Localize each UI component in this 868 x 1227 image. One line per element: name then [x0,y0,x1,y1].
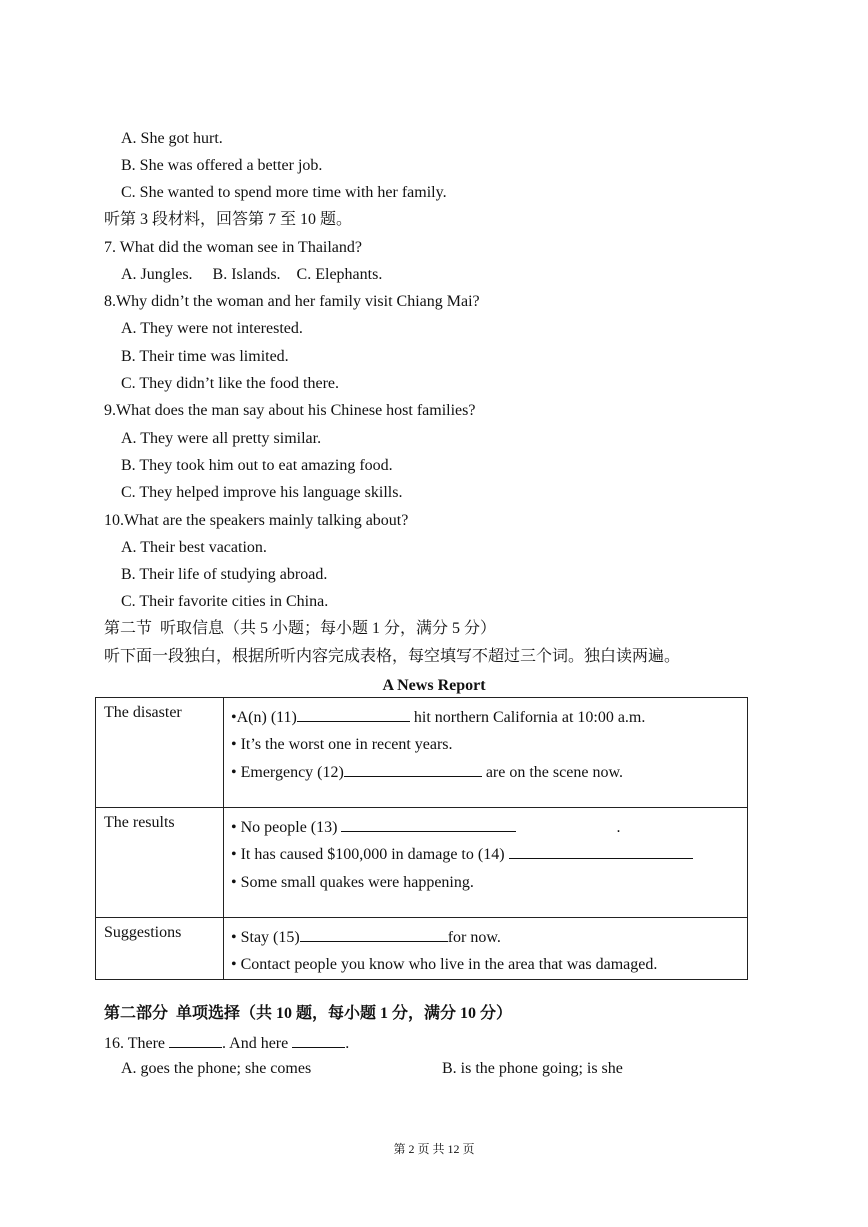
cell-text: • It’s the worst one in recent years. [231,736,453,754]
question-16 [104,1032,349,1054]
q6-option-a: A. She got hurt. [121,130,223,147]
table-row [96,918,748,980]
blank-12[interactable] [344,761,482,777]
cell-text: . [616,819,621,836]
cell-text: • Contact people you know who live in the area that was damaged. [231,956,658,974]
q7-options: A. Jungles. B. Islands. C. Elephants. [121,266,383,283]
q10-option-c: C. Their favorite cities in China. [121,593,329,610]
table-title: A News Report [382,677,486,694]
q9-option-b: B. They took him out to eat amazing food. [121,457,393,474]
q8-option-b: B. Their time was limited. [121,348,289,365]
cell-text: for now. [447,929,501,946]
q9-option-c: C. They helped improve his language skills. [121,484,403,501]
cell-text: hit northern California at 10:00 a.m. [409,709,646,726]
blank-16a[interactable] [169,1032,222,1048]
q8-option-a: A. They were not interested. [121,320,303,337]
question-8: 8.Why didn’t the woman and her family visit Chiang Mai? [104,293,480,310]
cell-text: • Stay (15) [231,929,300,946]
page-footer: 第 2 页 共 12 页 [393,1142,475,1156]
question-7: 7. What did the woman see in Thailand? [104,239,363,256]
q10-option-b: B. Their life of studying abroad. [121,566,328,583]
section2-heading: 第二节 听取信息（共 5 小题；每小题 1 分，满分 5 分） [104,620,497,637]
cell-text: • Some small quakes were happening. [231,873,474,891]
section2-instruction: 听下面一段独白，根据所听内容完成表格，每空填写不超过三个词。独白读两遍。 [104,648,681,665]
q10-option-a: A. Their best vacation. [121,539,267,556]
row-label-results: The results [96,808,224,918]
table-row [96,698,748,808]
blank-13[interactable] [341,816,516,832]
q6-option-b: B. She was offered a better job. [121,157,323,174]
row-label-suggestions: Suggestions [96,918,224,980]
blank-14[interactable] [509,843,693,859]
row-label-disaster: The disaster [96,698,224,808]
news-report-table [95,697,748,980]
section3-instruction: 听第 3 段材料，回答第 7 至 10 题。 [104,211,353,228]
q6-option-c: C. She wanted to spend more time with her family. [121,184,447,201]
q16-option-b: B. is the phone going; is she [442,1060,623,1077]
row-content-suggestions [224,918,748,980]
blank-15[interactable] [300,926,448,942]
question-10: 10.What are the speakers mainly talking about? [104,512,409,529]
table-row [96,808,748,918]
q16-text: . [345,1035,350,1052]
blank-16b[interactable] [292,1032,345,1048]
q16-text: 16. There [104,1035,170,1052]
question-9: 9.What does the man say about his Chinese host families? [104,402,476,419]
blank-11[interactable] [297,706,410,722]
row-content-results [224,808,748,918]
cell-text: • No people (13) [231,819,342,836]
cell-text: •A(n) (11) [231,709,297,726]
cell-text: • It has caused $100,000 in damage to (14) [231,846,509,864]
q9-option-a: A. They were all pretty similar. [121,430,322,447]
cell-text: are on the scene now. [481,763,623,781]
row-content-disaster [224,698,748,808]
cell-text: • Emergency (12) [231,763,344,781]
part2-heading: 第二部分 单项选择（共 10 题，每小题 1 分，满分 10 分） [104,1005,513,1022]
q8-option-c: C. They didn’t like the food there. [121,375,340,392]
q16-text: . And here [222,1035,293,1052]
q16-option-a: A. goes the phone; she comes [121,1060,312,1077]
